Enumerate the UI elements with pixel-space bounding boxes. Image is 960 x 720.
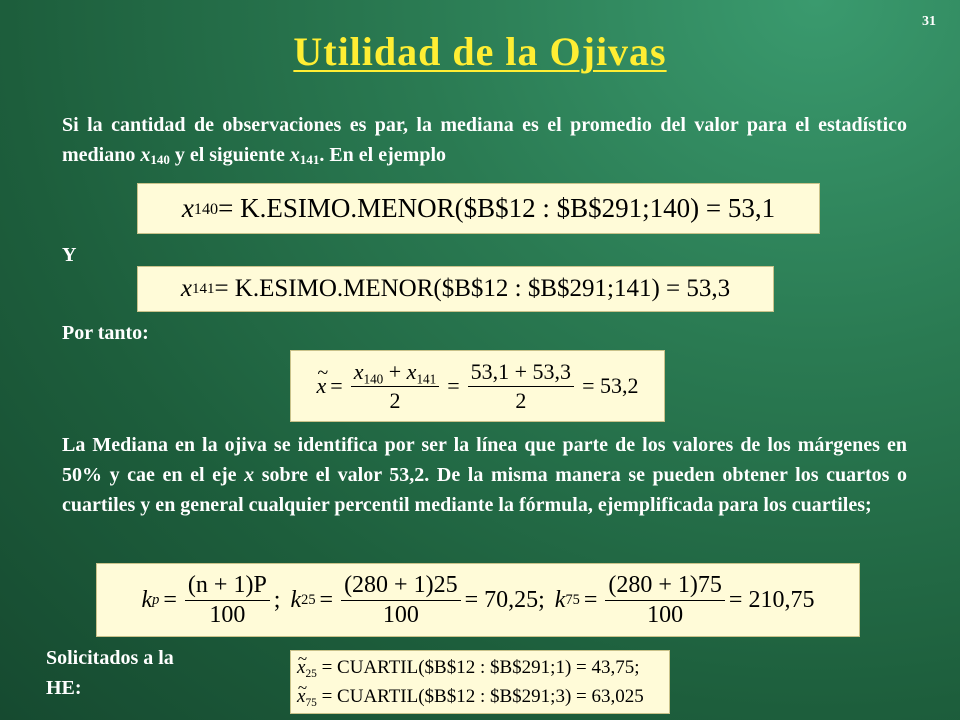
slide-title: Utilidad de la Ojivas <box>293 29 667 74</box>
paragraph-mediana-par: Si la cantidad de observaciones es par, la mediana es el promedio del valor para el estadístico mediano $x_{140}$ y el siguiente $x_{141}$. En el ejemplo <box>62 114 907 167</box>
formula-x140: x 140 = K.ESIMO.MENOR($B$12 : $B$291;140) = 53,1 <box>137 183 820 234</box>
label-solicitados: Solicitados a la HE: <box>46 647 174 699</box>
cuartil-q1-line: ~ $x_{25}$ = CUARTIL($B$12 : $B$291;1) = 43,75; <box>297 653 640 682</box>
formula-percentiles: k p = $\frac{(n + 1)P}{100}$ ; k 25 = $\frac{(280 + 1)25}{100}$ = 70,25; k 75 = $\frac{(280 + 1)75}{100}$ = 210,75 <box>96 563 860 637</box>
label-y: Y <box>62 244 77 266</box>
paragraph-mediana-ojiva: La Mediana en la ojiva se identifica por ser la línea que parte de los valores de los márgenes en 50% y cae en el eje x sobre el valor 53,2. De la misma manera se pueden obtener los cuartos o cuartiles y en general cualquier percentil mediante la fórmula, ejemplificada para los cuartiles; <box>62 434 907 516</box>
formula-median: ~ x = $\frac{x_{140} + x_{141}}{2}$ = $\frac{53,1 + 53,3}{2}$ = 53,2 <box>290 350 665 422</box>
slide-number: 31 <box>922 14 936 29</box>
formula-x141: x 141 = K.ESIMO.MENOR($B$12 : $B$291;141) = 53,3 <box>137 266 774 312</box>
cuartil-q3-line: ~ $x_{75}$ = CUARTIL($B$12 : $B$291;3) = 63,025 <box>297 682 644 711</box>
label-por-tanto: Por tanto: <box>62 322 149 344</box>
formula-cuartiles <box>290 650 670 714</box>
median-symbol: ~ x <box>317 373 327 399</box>
